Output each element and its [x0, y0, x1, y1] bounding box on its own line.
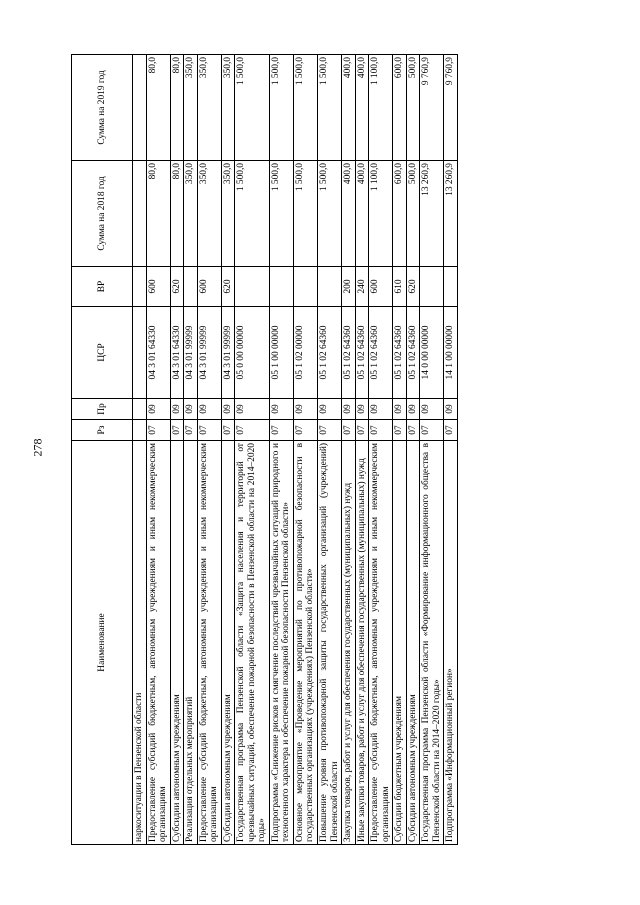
cell-csr: [133, 307, 147, 399]
cell-rz: 07: [170, 420, 184, 441]
cell-name: Предоставление субсидий бюджетным, автономным учреждениям и иным некоммерческим организациям: [197, 441, 221, 845]
cell-pr: 09: [197, 399, 221, 420]
table-row: [420, 55, 444, 845]
cell-rz: 07: [197, 420, 221, 441]
cell-rz: 07: [444, 420, 458, 441]
cell-rz: 07: [369, 420, 393, 441]
table-row: [146, 55, 170, 845]
cell-vr: [133, 267, 147, 307]
cell-vr: [293, 267, 317, 307]
cell-pr: 09: [170, 399, 184, 420]
cell-sum-2019: 9 760,9: [420, 55, 444, 161]
cell-pr: [133, 399, 147, 420]
page-number: 278: [30, 438, 45, 457]
cell-pr: 09: [293, 399, 317, 420]
cell-vr: 600: [369, 267, 393, 307]
cell-csr: 05 1 02 64360: [317, 307, 341, 399]
cell-vr: [184, 267, 198, 307]
cell-name: наркоситуации в Пензенской области: [133, 441, 147, 845]
cell-sum-2019: 350,0: [221, 55, 235, 161]
cell-pr: 09: [221, 399, 235, 420]
header-name: Наименование: [72, 441, 133, 845]
cell-sum-2019: 400,0: [342, 55, 356, 161]
cell-rz: 07: [146, 420, 170, 441]
cell-sum-2019: 1 500,0: [293, 55, 317, 161]
cell-csr: 04 3 01 64330: [146, 307, 170, 399]
cell-vr: 610: [393, 267, 407, 307]
header-rz: Рз: [72, 420, 133, 441]
cell-sum-2018: 80,0: [146, 161, 170, 267]
cell-vr: 600: [197, 267, 221, 307]
header-sum-2018: Сумма на 2018 год: [72, 161, 133, 267]
cell-sum-2018: 1 500,0: [317, 161, 341, 267]
cell-csr: 05 0 00 00000: [235, 307, 270, 399]
table-row: [133, 55, 147, 845]
cell-name: Повышение уровня противопожарной защиты государственных организаций (учреждений) Пензенской области: [317, 441, 341, 845]
table-row: [444, 55, 458, 845]
cell-sum-2019: 1 500,0: [235, 55, 270, 161]
cell-name: Предоставление субсидий бюджетным, автономным учреждениям и иным некоммерческим организациям: [369, 441, 393, 845]
cell-sum-2018: 600,0: [393, 161, 407, 267]
cell-vr: [444, 267, 458, 307]
cell-sum-2018: 1 100,0: [369, 161, 393, 267]
cell-rz: 07: [420, 420, 444, 441]
header-vr: ВР: [72, 267, 133, 307]
cell-name: Предоставление субсидий бюджетным, автономным учреждениям и иным некоммерческим организациям: [146, 441, 170, 845]
cell-vr: [420, 267, 444, 307]
cell-name: Иные закупки товаров, работ и услуг для обеспечения государственных (муниципальных) нужд: [355, 441, 369, 845]
cell-vr: 240: [355, 267, 369, 307]
table-row: [235, 55, 270, 845]
table-row: [293, 55, 317, 845]
cell-csr: 05 1 02 64360: [355, 307, 369, 399]
cell-sum-2018: 13 260,9: [444, 161, 458, 267]
cell-csr: 05 1 00 00000: [269, 307, 293, 399]
table-row: [317, 55, 341, 845]
cell-sum-2018: 1 500,0: [235, 161, 270, 267]
cell-csr: 14 0 00 00000: [420, 307, 444, 399]
cell-pr: 09: [235, 399, 270, 420]
cell-sum-2018: 80,0: [170, 161, 184, 267]
cell-rz: 07: [406, 420, 420, 441]
cell-sum-2018: 1 500,0: [293, 161, 317, 267]
cell-sum-2019: 500,0: [406, 55, 420, 161]
cell-name: Субсидии бюджетным учреждениям: [393, 441, 407, 845]
cell-csr: 05 1 02 00000: [293, 307, 317, 399]
header-sum-2019: Сумма на 2019 год: [72, 55, 133, 161]
cell-sum-2018: [133, 161, 147, 267]
cell-sum-2018: 350,0: [184, 161, 198, 267]
cell-name: Подпрограмма «Снижение рисков и смягчение последствий чрезвычайных ситуаций природного и техногенного характера и обеспечение пожарной безопасности Пензенской области»: [269, 441, 293, 845]
table-row: [355, 55, 369, 845]
cell-rz: 07: [317, 420, 341, 441]
cell-pr: 09: [444, 399, 458, 420]
cell-sum-2019: 80,0: [170, 55, 184, 161]
cell-sum-2019: 1 100,0: [369, 55, 393, 161]
cell-pr: 09: [317, 399, 341, 420]
cell-sum-2018: 400,0: [342, 161, 356, 267]
cell-pr: 09: [369, 399, 393, 420]
cell-pr: 09: [420, 399, 444, 420]
cell-sum-2018: 1 500,0: [269, 161, 293, 267]
cell-vr: 600: [146, 267, 170, 307]
cell-vr: 620: [406, 267, 420, 307]
cell-sum-2019: 600,0: [393, 55, 407, 161]
cell-csr: 04 3 01 99999: [197, 307, 221, 399]
table-header-row: [72, 55, 133, 845]
cell-sum-2019: 350,0: [197, 55, 221, 161]
cell-rz: 07: [355, 420, 369, 441]
cell-csr: 05 1 02 64360: [393, 307, 407, 399]
cell-sum-2018: 350,0: [197, 161, 221, 267]
cell-name: Основное мероприятие «Проведение мероприятий по противопожарной безопасности в государственных организациях (учреждениях) Пензенской области»: [293, 441, 317, 845]
cell-csr: 05 1 02 64360: [369, 307, 393, 399]
cell-rz: 07: [235, 420, 270, 441]
cell-vr: 200: [342, 267, 356, 307]
cell-name: Государственная программа Пензенской области «Защита населения и территорий от чрезвычайных ситуаций, обеспечение пожарной безопасности в Пензенской области на 2014–2020 годы»: [235, 441, 270, 845]
cell-csr: 04 3 01 64330: [170, 307, 184, 399]
table-row: [184, 55, 198, 845]
cell-sum-2019: 1 500,0: [317, 55, 341, 161]
cell-rz: [133, 420, 147, 441]
cell-rz: 07: [269, 420, 293, 441]
cell-pr: 09: [184, 399, 198, 420]
cell-sum-2019: 400,0: [355, 55, 369, 161]
cell-sum-2018: 350,0: [221, 161, 235, 267]
header-pr: Пр: [72, 399, 133, 420]
cell-pr: 09: [342, 399, 356, 420]
cell-sum-2018: 500,0: [406, 161, 420, 267]
cell-sum-2018: 400,0: [355, 161, 369, 267]
cell-csr: 04 3 01 99999: [184, 307, 198, 399]
cell-name: Субсидии автономным учреждениям: [406, 441, 420, 845]
cell-name: Государственная программа Пензенской области «Формирование информационного общества в Пензенской области на 2014–2020 годы»: [420, 441, 444, 845]
cell-rz: 07: [293, 420, 317, 441]
cell-pr: 09: [406, 399, 420, 420]
cell-name: Реализация отдельных мероприятий: [184, 441, 198, 845]
cell-name: Закупка товаров, работ и услуг для обеспечения государственных (муниципальных) нужд: [342, 441, 356, 845]
cell-name: Подпрограмма «Информационный регион»: [444, 441, 458, 845]
rotated-page-content: [71, 55, 563, 845]
table-row: [197, 55, 221, 845]
cell-rz: 07: [184, 420, 198, 441]
cell-vr: [235, 267, 270, 307]
table-row: [269, 55, 293, 845]
cell-name: Субсидии автономным учреждениям: [170, 441, 184, 845]
table-body: [133, 55, 458, 845]
cell-pr: 09: [355, 399, 369, 420]
cell-vr: 620: [170, 267, 184, 307]
cell-rz: 07: [221, 420, 235, 441]
cell-rz: 07: [393, 420, 407, 441]
cell-sum-2018: 13 260,9: [420, 161, 444, 267]
table-row: [393, 55, 407, 845]
table-row: [342, 55, 356, 845]
cell-csr: 05 1 02 64360: [406, 307, 420, 399]
cell-vr: [269, 267, 293, 307]
cell-vr: 620: [221, 267, 235, 307]
table-row: [369, 55, 393, 845]
cell-pr: 09: [393, 399, 407, 420]
cell-sum-2019: 1 500,0: [269, 55, 293, 161]
cell-pr: 09: [146, 399, 170, 420]
cell-sum-2019: 350,0: [184, 55, 198, 161]
cell-rz: 07: [342, 420, 356, 441]
cell-csr: 04 3 01 99999: [221, 307, 235, 399]
table-row: [406, 55, 420, 845]
cell-csr: 14 1 00 00000: [444, 307, 458, 399]
cell-name: Субсидии автономным учреждениям: [221, 441, 235, 845]
header-csr: ЦСР: [72, 307, 133, 399]
budget-table: [71, 54, 458, 845]
cell-csr: 05 1 02 64360: [342, 307, 356, 399]
cell-sum-2019: 80,0: [146, 55, 170, 161]
table-row: [170, 55, 184, 845]
cell-sum-2019: 9 760,9: [444, 55, 458, 161]
cell-pr: 09: [269, 399, 293, 420]
cell-sum-2019: [133, 55, 147, 161]
table-row: [221, 55, 235, 845]
cell-vr: [317, 267, 341, 307]
